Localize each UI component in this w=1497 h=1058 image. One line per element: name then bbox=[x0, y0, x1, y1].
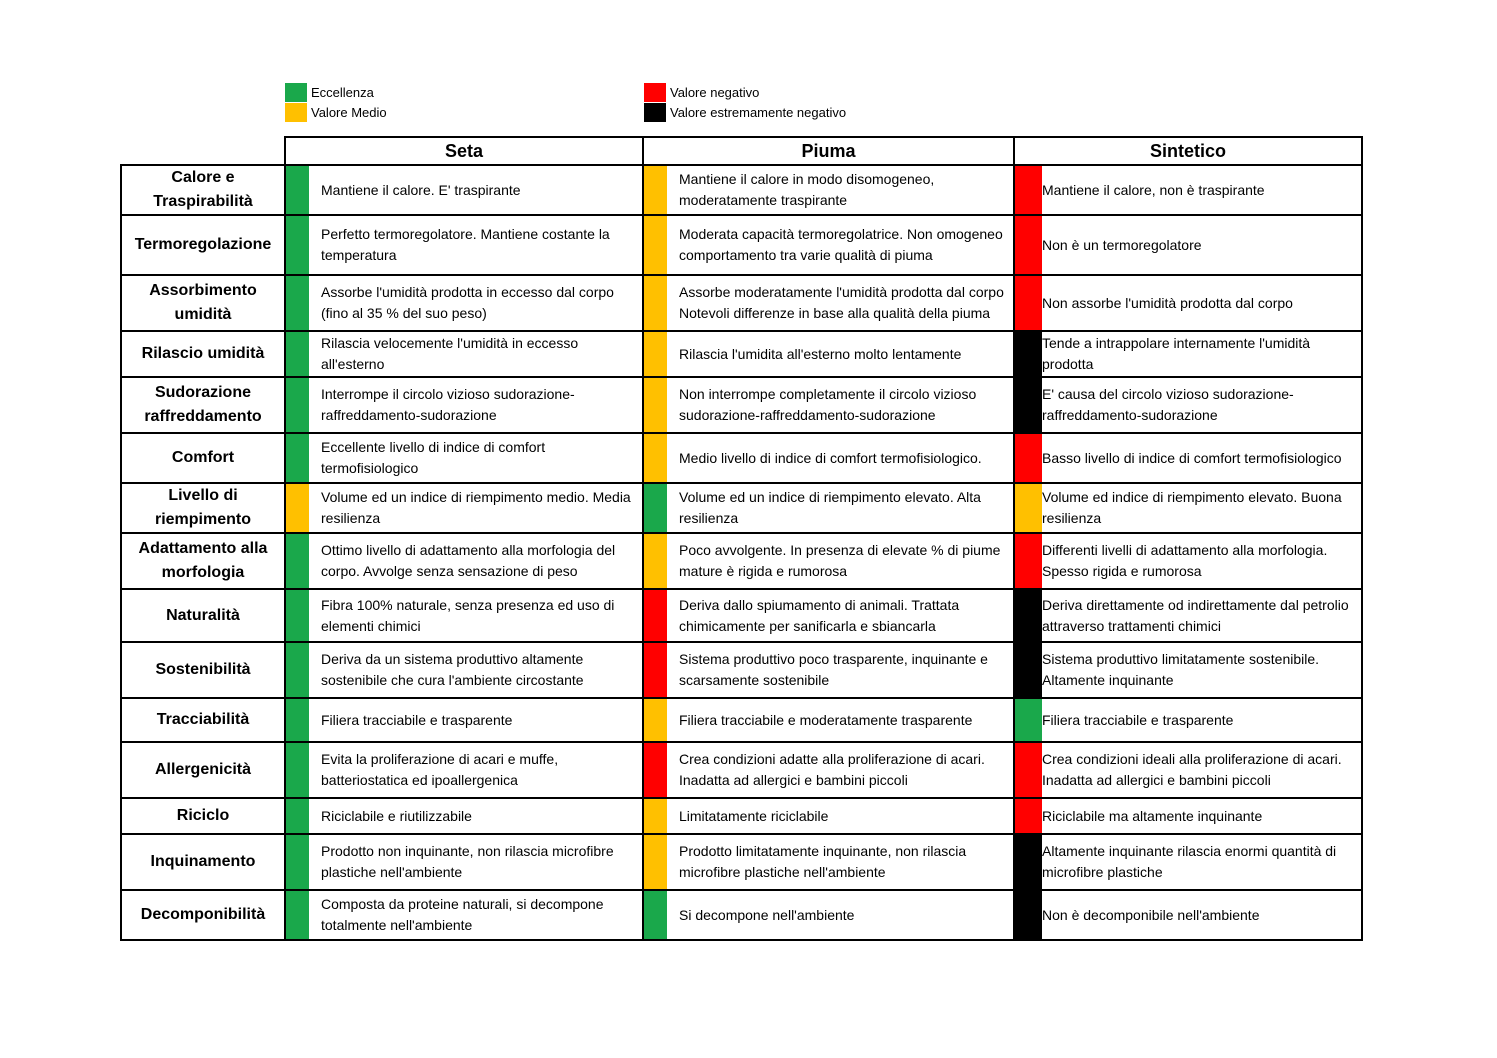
row-label: Inquinamento bbox=[121, 834, 285, 890]
description-piuma: Poco avvolgente. In presenza di elevate % di piume mature è rigida e rumorosa bbox=[667, 533, 1014, 589]
legend-item-negative bbox=[644, 82, 759, 102]
description-seta: Riciclabile e riutilizzabile bbox=[309, 798, 643, 834]
rating-indicator-seta bbox=[285, 589, 309, 642]
table-row bbox=[121, 215, 1362, 275]
row-label: Termoregolazione bbox=[121, 215, 285, 275]
rating-indicator-piuma bbox=[643, 890, 667, 940]
legend-item-excellence bbox=[285, 82, 374, 102]
row-label: Decomponibilità bbox=[121, 890, 285, 940]
rating-indicator-sintetico bbox=[1014, 433, 1042, 483]
legend-swatch-red bbox=[644, 83, 666, 102]
description-seta: Volume ed un indice di riempimento medio. Media resilienza bbox=[309, 483, 643, 533]
rating-indicator-sintetico bbox=[1014, 275, 1042, 331]
description-seta: Assorbe l'umidità prodotta in eccesso dal corpo (fino al 35 % del suo peso) bbox=[309, 275, 643, 331]
table-row bbox=[121, 698, 1362, 742]
legend-swatch-yellow bbox=[285, 103, 307, 122]
description-seta: Eccellente livello di indice di comfort termofisiologico bbox=[309, 433, 643, 483]
rating-indicator-sintetico bbox=[1014, 890, 1042, 940]
rating-indicator-sintetico bbox=[1014, 834, 1042, 890]
header-corner bbox=[121, 137, 285, 165]
rating-indicator-seta bbox=[285, 698, 309, 742]
rating-indicator-piuma bbox=[643, 798, 667, 834]
description-seta: Ottimo livello di adattamento alla morfologia del corpo. Avvolge senza sensazione di peso bbox=[309, 533, 643, 589]
description-piuma: Volume ed un indice di riempimento elevato. Alta resilienza bbox=[667, 483, 1014, 533]
table-row bbox=[121, 433, 1362, 483]
rating-indicator-sintetico bbox=[1014, 165, 1042, 215]
rating-indicator-seta bbox=[285, 742, 309, 798]
table-row bbox=[121, 890, 1362, 940]
row-label: Sostenibilità bbox=[121, 642, 285, 698]
rating-indicator-piuma bbox=[643, 589, 667, 642]
description-piuma: Crea condizioni adatte alla proliferazione di acari. Inadatta ad allergici e bambini piccoli bbox=[667, 742, 1014, 798]
description-piuma: Sistema produttivo poco trasparente, inquinante e scarsamente sostenibile bbox=[667, 642, 1014, 698]
row-label: Sudorazione raffreddamento bbox=[121, 377, 285, 433]
description-seta: Filiera tracciabile e trasparente bbox=[309, 698, 643, 742]
description-seta: Prodotto non inquinante, non rilascia microfibre plastiche nell'ambiente bbox=[309, 834, 643, 890]
legend-label: Valore negativo bbox=[670, 84, 760, 100]
description-piuma: Mantiene il calore in modo disomogeneo, moderatamente traspirante bbox=[667, 165, 1014, 215]
description-piuma: Si decompone nell'ambiente bbox=[667, 890, 1014, 940]
description-sintetico: E' causa del circolo vizioso sudorazione-raffreddamento-sudorazione bbox=[1042, 377, 1362, 433]
rating-indicator-seta bbox=[285, 377, 309, 433]
legend-swatch-green bbox=[285, 83, 307, 102]
row-label: Naturalità bbox=[121, 589, 285, 642]
description-sintetico: Non è un termoregolatore bbox=[1042, 215, 1362, 275]
comparison-table bbox=[120, 136, 1363, 941]
table-row bbox=[121, 533, 1362, 589]
row-label: Assorbimento umidità bbox=[121, 275, 285, 331]
row-label: Riciclo bbox=[121, 798, 285, 834]
description-seta: Perfetto termoregolatore. Mantiene costante la temperatura bbox=[309, 215, 643, 275]
legend-swatch-black bbox=[644, 103, 666, 122]
table-row bbox=[121, 331, 1362, 377]
description-seta: Composta da proteine naturali, si decompone totalmente nell'ambiente bbox=[309, 890, 643, 940]
description-sintetico: Non è decomponibile nell'ambiente bbox=[1042, 890, 1362, 940]
rating-indicator-piuma bbox=[643, 165, 667, 215]
rating-indicator-seta bbox=[285, 331, 309, 377]
rating-indicator-sintetico bbox=[1014, 215, 1042, 275]
rating-indicator-sintetico bbox=[1014, 742, 1042, 798]
description-piuma: Assorbe moderatamente l'umidità prodotta dal corpo Notevoli differenze in base alla qualità della piuma bbox=[667, 275, 1014, 331]
legend-item-average bbox=[285, 102, 387, 122]
description-piuma: Moderata capacità termoregolatrice. Non omogeneo comportamento tra varie qualità di piuma bbox=[667, 215, 1014, 275]
table-row bbox=[121, 165, 1362, 215]
rating-indicator-piuma bbox=[643, 742, 667, 798]
table-row bbox=[121, 483, 1362, 533]
table-row bbox=[121, 377, 1362, 433]
table-row bbox=[121, 834, 1362, 890]
description-piuma: Filiera tracciabile e moderatamente trasparente bbox=[667, 698, 1014, 742]
rating-indicator-sintetico bbox=[1014, 533, 1042, 589]
rating-indicator-piuma bbox=[643, 834, 667, 890]
column-header-sintetico: Sintetico bbox=[1014, 137, 1362, 165]
row-label: Rilascio umidità bbox=[121, 331, 285, 377]
rating-indicator-sintetico bbox=[1014, 331, 1042, 377]
rating-indicator-seta bbox=[285, 642, 309, 698]
row-label: Adattamento alla morfologia bbox=[121, 533, 285, 589]
description-piuma: Non interrompe completamente il circolo vizioso sudorazione-raffreddamento-sudorazione bbox=[667, 377, 1014, 433]
row-label: Livello di riempimento bbox=[121, 483, 285, 533]
description-sintetico: Volume ed indice di riempimento elevato. Buona resilienza bbox=[1042, 483, 1362, 533]
rating-indicator-sintetico bbox=[1014, 589, 1042, 642]
legend-item-extremely-negative bbox=[644, 102, 846, 122]
rating-indicator-seta bbox=[285, 165, 309, 215]
description-sintetico: Mantiene il calore, non è traspirante bbox=[1042, 165, 1362, 215]
description-piuma: Medio livello di indice di comfort termofisiologico. bbox=[667, 433, 1014, 483]
table-row bbox=[121, 275, 1362, 331]
description-sintetico: Filiera tracciabile e trasparente bbox=[1042, 698, 1362, 742]
description-sintetico: Non assorbe l'umidità prodotta dal corpo bbox=[1042, 275, 1362, 331]
rating-indicator-seta bbox=[285, 798, 309, 834]
description-sintetico: Crea condizioni ideali alla proliferazione di acari. Inadatta ad allergici e bambini piccoli bbox=[1042, 742, 1362, 798]
rating-indicator-sintetico bbox=[1014, 642, 1042, 698]
row-label: Allergenicità bbox=[121, 742, 285, 798]
rating-indicator-seta bbox=[285, 433, 309, 483]
rating-indicator-seta bbox=[285, 275, 309, 331]
rating-indicator-seta bbox=[285, 533, 309, 589]
rating-indicator-piuma bbox=[643, 483, 667, 533]
description-seta: Fibra 100% naturale, senza presenza ed uso di elementi chimici bbox=[309, 589, 643, 642]
rating-indicator-piuma bbox=[643, 533, 667, 589]
description-sintetico: Sistema produttivo limitatamente sostenibile. Altamente inquinante bbox=[1042, 642, 1362, 698]
legend-label: Valore Medio bbox=[311, 104, 387, 120]
rating-indicator-piuma bbox=[643, 275, 667, 331]
table-row bbox=[121, 589, 1362, 642]
row-label: Tracciabilità bbox=[121, 698, 285, 742]
table-row bbox=[121, 642, 1362, 698]
legend-label: Eccellenza bbox=[311, 84, 374, 100]
rating-indicator-piuma bbox=[643, 377, 667, 433]
description-piuma: Rilascia l'umidita all'esterno molto lentamente bbox=[667, 331, 1014, 377]
rating-indicator-sintetico bbox=[1014, 377, 1042, 433]
row-label: Comfort bbox=[121, 433, 285, 483]
legend-label: Valore estremamente negativo bbox=[670, 104, 847, 120]
rating-indicator-piuma bbox=[643, 331, 667, 377]
description-sintetico: Basso livello di indice di comfort termofisiologico bbox=[1042, 433, 1362, 483]
table-row bbox=[121, 742, 1362, 798]
rating-indicator-sintetico bbox=[1014, 798, 1042, 834]
row-label: Calore e Traspirabilità bbox=[121, 165, 285, 215]
rating-indicator-piuma bbox=[643, 433, 667, 483]
description-sintetico: Differenti livelli di adattamento alla morfologia. Spesso rigida e rumorosa bbox=[1042, 533, 1362, 589]
description-seta: Mantiene il calore. E' traspirante bbox=[309, 165, 643, 215]
rating-indicator-piuma bbox=[643, 642, 667, 698]
description-seta: Interrompe il circolo vizioso sudorazione-raffreddamento-sudorazione bbox=[309, 377, 643, 433]
rating-indicator-seta bbox=[285, 483, 309, 533]
rating-indicator-seta bbox=[285, 215, 309, 275]
description-piuma: Prodotto limitatamente inquinante, non rilascia microfibre plastiche nell'ambiente bbox=[667, 834, 1014, 890]
description-sintetico: Deriva direttamente od indirettamente dal petrolio attraverso trattamenti chimici bbox=[1042, 589, 1362, 642]
description-sintetico: Riciclabile ma altamente inquinante bbox=[1042, 798, 1362, 834]
rating-indicator-sintetico bbox=[1014, 698, 1042, 742]
rating-indicator-seta bbox=[285, 834, 309, 890]
table-row bbox=[121, 798, 1362, 834]
header-row bbox=[121, 137, 1362, 165]
column-header-piuma: Piuma bbox=[643, 137, 1014, 165]
description-sintetico: Tende a intrappolare internamente l'umidità prodotta bbox=[1042, 331, 1362, 377]
description-seta: Deriva da un sistema produttivo altamente sostenibile che cura l'ambiente circostante bbox=[309, 642, 643, 698]
description-seta: Evita la proliferazione di acari e muffe, batteriostatica ed ipoallergenica bbox=[309, 742, 643, 798]
description-sintetico: Altamente inquinante rilascia enormi quantità di microfibre plastiche bbox=[1042, 834, 1362, 890]
rating-indicator-sintetico bbox=[1014, 483, 1042, 533]
description-piuma: Limitatamente riciclabile bbox=[667, 798, 1014, 834]
description-piuma: Deriva dallo spiumamento di animali. Trattata chimicamente per sanificarla e sbiancarla bbox=[667, 589, 1014, 642]
rating-indicator-seta bbox=[285, 890, 309, 940]
rating-indicator-piuma bbox=[643, 698, 667, 742]
column-header-seta: Seta bbox=[285, 137, 643, 165]
description-seta: Rilascia velocemente l'umidità in eccesso all'esterno bbox=[309, 331, 643, 377]
rating-indicator-piuma bbox=[643, 215, 667, 275]
